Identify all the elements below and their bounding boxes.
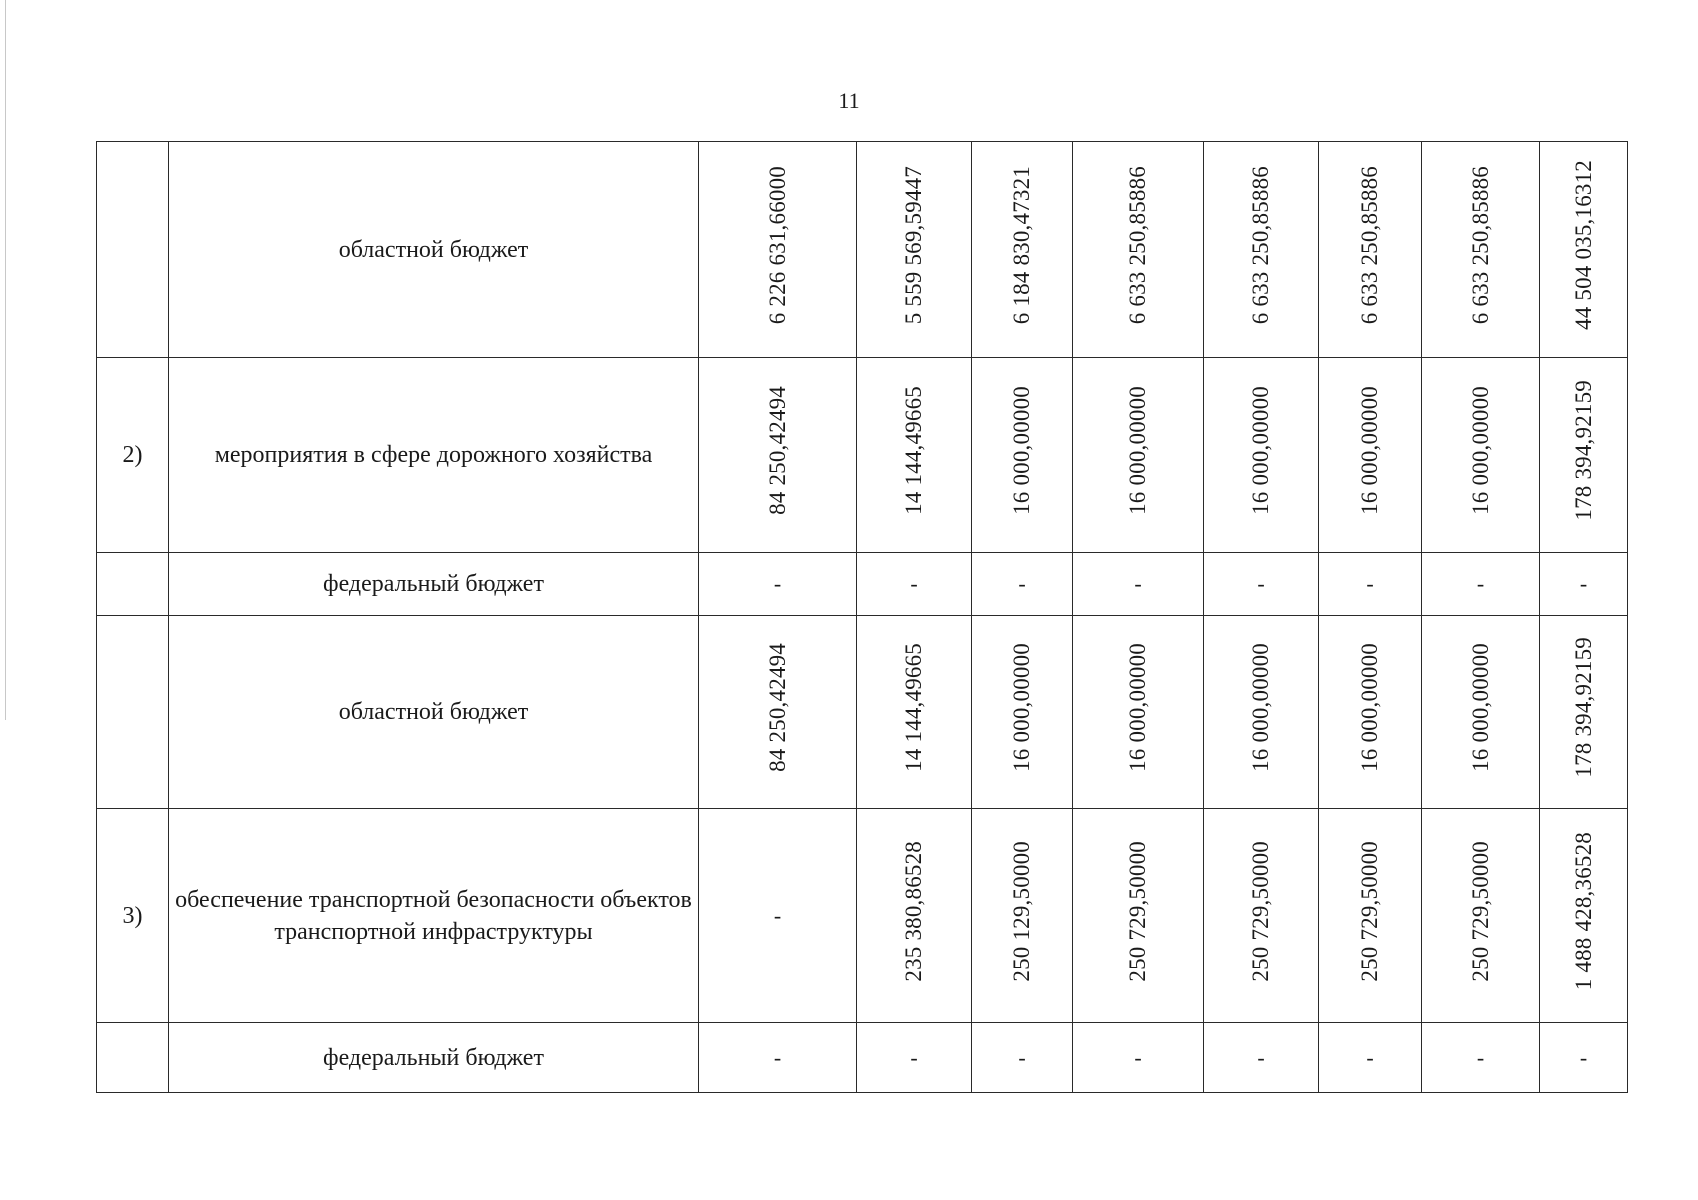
value-text: 6 633 250,85886 xyxy=(1467,165,1493,325)
empty-value-dash: - xyxy=(1018,1044,1026,1070)
value-cell xyxy=(1073,142,1204,358)
row-number-cell: 3) xyxy=(97,809,169,1023)
value-cell xyxy=(1422,809,1540,1023)
value-text: 6 633 250,85886 xyxy=(1248,165,1273,325)
table-row xyxy=(97,358,1628,553)
value-cell xyxy=(1422,616,1540,809)
value-text: 250 729,50000 xyxy=(1248,840,1273,982)
table-row xyxy=(97,142,1628,358)
value-text: 250 129,50000 xyxy=(1009,840,1034,982)
value-text: 178 394,92159 xyxy=(1570,637,1596,778)
empty-value-dash: - xyxy=(1018,571,1026,596)
value-text: 16 000,00000 xyxy=(1357,643,1382,772)
value-cell xyxy=(1540,358,1628,553)
value-text: 6 184 830,47321 xyxy=(1009,165,1034,325)
page-number: 11 xyxy=(838,88,860,113)
value-text: 250 729,50000 xyxy=(1125,840,1150,982)
value-text: 1 488 428,36528 xyxy=(1570,831,1596,991)
value-cell xyxy=(1319,809,1422,1023)
row-description-cell: федеральный бюджет xyxy=(169,1023,699,1093)
value-cell xyxy=(699,616,857,809)
value-text: 5 559 569,59447 xyxy=(901,165,926,325)
empty-value-dash: - xyxy=(1257,1044,1265,1070)
value-cell xyxy=(1422,358,1540,553)
value-cell xyxy=(857,142,972,358)
empty-value-dash: - xyxy=(1134,571,1142,596)
value-text: 250 729,50000 xyxy=(1357,840,1382,982)
value-cell xyxy=(1540,809,1628,1023)
value-cell xyxy=(1540,142,1628,358)
value-cell xyxy=(1540,1023,1628,1093)
value-cell xyxy=(1319,142,1422,358)
row-description-cell: областной бюджет xyxy=(169,142,699,358)
row-number-cell: 2) xyxy=(97,358,169,553)
value-text: 16 000,00000 xyxy=(1125,386,1150,515)
value-cell xyxy=(699,809,857,1023)
empty-value-dash: - xyxy=(1366,1044,1374,1070)
value-text: 16 000,00000 xyxy=(1248,386,1273,515)
value-text: 16 000,00000 xyxy=(1125,643,1150,772)
value-text: 16 000,00000 xyxy=(1357,386,1382,515)
value-cell xyxy=(857,553,972,616)
value-text: 16 000,00000 xyxy=(1009,643,1034,772)
value-cell xyxy=(699,358,857,553)
value-text: 16 000,00000 xyxy=(1467,643,1493,772)
value-cell xyxy=(1073,1023,1204,1093)
empty-value-dash: - xyxy=(1366,571,1374,596)
value-cell xyxy=(1422,553,1540,616)
value-cell xyxy=(1204,809,1319,1023)
value-cell xyxy=(699,142,857,358)
value-cell xyxy=(972,809,1073,1023)
value-cell xyxy=(857,1023,972,1093)
value-text: 14 144,49665 xyxy=(901,386,926,515)
value-cell xyxy=(1540,616,1628,809)
empty-value-dash: - xyxy=(1134,1044,1142,1070)
budget-table-body xyxy=(97,142,1628,1093)
value-cell xyxy=(1422,142,1540,358)
value-cell xyxy=(857,358,972,553)
row-number-cell xyxy=(97,142,169,358)
empty-value-dash: - xyxy=(1579,571,1588,596)
value-cell xyxy=(1073,358,1204,553)
value-cell xyxy=(699,1023,857,1093)
value-text: 14 144,49665 xyxy=(901,643,926,772)
row-number-cell xyxy=(97,616,169,809)
value-text: 6 633 250,85886 xyxy=(1357,165,1382,325)
value-cell xyxy=(1204,553,1319,616)
row-description-cell: федеральный бюджет xyxy=(169,553,699,616)
value-cell xyxy=(1422,1023,1540,1093)
row-number-cell xyxy=(97,1023,169,1093)
value-text: 250 729,50000 xyxy=(1467,840,1493,982)
empty-value-dash: - xyxy=(910,571,918,596)
value-cell xyxy=(972,553,1073,616)
value-cell xyxy=(972,142,1073,358)
table-row xyxy=(97,1023,1628,1093)
table-row xyxy=(97,553,1628,616)
value-cell xyxy=(1319,553,1422,616)
value-cell xyxy=(857,809,972,1023)
value-text: 16 000,00000 xyxy=(1467,386,1493,515)
row-description-cell: мероприятия в сфере дорожного хозяйства xyxy=(169,358,699,553)
value-cell xyxy=(1319,616,1422,809)
value-cell xyxy=(1319,1023,1422,1093)
table-row xyxy=(97,616,1628,809)
value-cell xyxy=(972,358,1073,553)
value-cell xyxy=(699,553,857,616)
value-cell xyxy=(857,616,972,809)
table-row xyxy=(97,809,1628,1023)
empty-value-dash: - xyxy=(773,1044,782,1070)
value-cell xyxy=(1204,1023,1319,1093)
value-text: 178 394,92159 xyxy=(1570,380,1596,521)
value-cell xyxy=(1204,616,1319,809)
value-text: 84 250,42494 xyxy=(764,643,790,772)
empty-value-dash: - xyxy=(773,902,782,928)
empty-value-dash: - xyxy=(1476,1044,1485,1070)
row-number-cell xyxy=(97,553,169,616)
value-text: 84 250,42494 xyxy=(764,386,790,515)
value-cell xyxy=(1540,553,1628,616)
budget-table xyxy=(96,141,1628,1093)
value-cell xyxy=(972,616,1073,809)
value-cell xyxy=(1204,358,1319,553)
value-cell xyxy=(1073,616,1204,809)
value-cell xyxy=(972,1023,1073,1093)
row-description-cell: областной бюджет xyxy=(169,616,699,809)
value-text: 16 000,00000 xyxy=(1009,386,1034,515)
empty-value-dash: - xyxy=(1257,571,1265,596)
value-text: 6 633 250,85886 xyxy=(1125,165,1150,325)
value-text: 6 226 631,66000 xyxy=(764,165,790,325)
value-text: 44 504 035,16312 xyxy=(1570,160,1596,330)
empty-value-dash: - xyxy=(1476,571,1485,596)
value-text: 16 000,00000 xyxy=(1248,643,1273,772)
empty-value-dash: - xyxy=(1579,1044,1588,1070)
value-cell xyxy=(1073,809,1204,1023)
value-cell xyxy=(1204,142,1319,358)
row-description-cell: обеспечение транспортной безопасности объектов транспортной инфраструктуры xyxy=(169,809,699,1023)
empty-value-dash: - xyxy=(773,571,782,596)
value-cell xyxy=(1319,358,1422,553)
value-text: 235 380,86528 xyxy=(901,840,926,982)
empty-value-dash: - xyxy=(910,1044,918,1070)
value-cell xyxy=(1073,553,1204,616)
